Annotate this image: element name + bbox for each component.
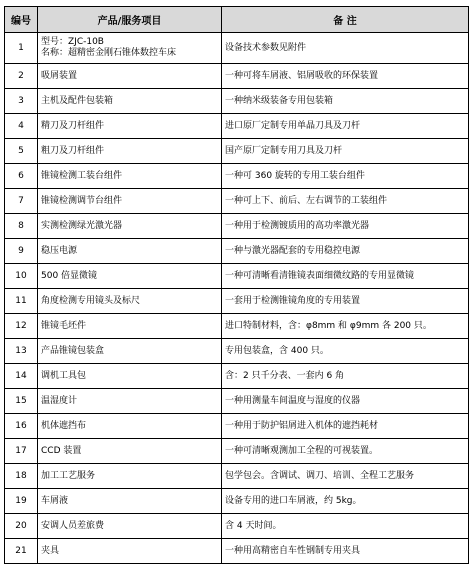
- row-number: 4: [5, 114, 38, 139]
- product-service-table: [4, 6, 469, 564]
- row-item: CCD 装置: [38, 439, 222, 464]
- table-row: [5, 314, 469, 339]
- row-note: 专用包装盒，含 400 只。: [222, 339, 469, 364]
- row-item-model: 型号：ZJC-10B: [41, 37, 104, 47]
- table-row: [5, 264, 469, 289]
- row-number: 5: [5, 139, 38, 164]
- table-row: [5, 89, 469, 114]
- row-note: 一种可 360 旋转的专用工装台组件: [222, 164, 469, 189]
- table-row: [5, 464, 469, 489]
- table-row: [5, 33, 469, 64]
- row-item: 产品锥镜包装盒: [38, 339, 222, 364]
- table-header-row: [5, 7, 469, 33]
- row-number: 13: [5, 339, 38, 364]
- row-item: 锥镜毛坯件: [38, 314, 222, 339]
- row-number: 20: [5, 514, 38, 539]
- row-item: [38, 33, 222, 64]
- row-note: 一种可清晰看清锥镜表面细微纹路的专用显微镜: [222, 264, 469, 289]
- table-row: [5, 214, 469, 239]
- row-number: 3: [5, 89, 38, 114]
- table-row: [5, 339, 469, 364]
- row-number: 11: [5, 289, 38, 314]
- row-number: 18: [5, 464, 38, 489]
- table-row: [5, 64, 469, 89]
- row-number: 21: [5, 539, 38, 564]
- row-note: 一种用于检测镀质用的高功率激光器: [222, 214, 469, 239]
- header-note: 备 注: [222, 7, 469, 33]
- row-number: 10: [5, 264, 38, 289]
- header-item: 产品/服务项目: [38, 7, 222, 33]
- table-row: [5, 189, 469, 214]
- row-number: 1: [5, 33, 38, 64]
- row-item: 粗刀及刀杆组件: [38, 139, 222, 164]
- row-number: 15: [5, 389, 38, 414]
- row-number: 8: [5, 214, 38, 239]
- row-item: 加工工艺服务: [38, 464, 222, 489]
- table-row: [5, 114, 469, 139]
- row-item: 实测检测绿光激光器: [38, 214, 222, 239]
- table-row: [5, 239, 469, 264]
- row-item: 主机及配件包装箱: [38, 89, 222, 114]
- table-row: [5, 289, 469, 314]
- table-row: [5, 539, 469, 564]
- row-number: 14: [5, 364, 38, 389]
- row-item: 温湿度计: [38, 389, 222, 414]
- row-item: 锥镜检测调节台组件: [38, 189, 222, 214]
- row-item: 稳压电源: [38, 239, 222, 264]
- row-item: 夹具: [38, 539, 222, 564]
- row-number: 19: [5, 489, 38, 514]
- table-row: [5, 414, 469, 439]
- table-row: [5, 514, 469, 539]
- row-number: 16: [5, 414, 38, 439]
- row-note: 一种可上下、前后、左右调节的工装组件: [222, 189, 469, 214]
- table-row: [5, 164, 469, 189]
- row-number: 6: [5, 164, 38, 189]
- row-number: 12: [5, 314, 38, 339]
- row-number: 9: [5, 239, 38, 264]
- row-note: 一种用高精密自车性钢制专用夹具: [222, 539, 469, 564]
- row-item: 机体遮挡布: [38, 414, 222, 439]
- table-row: [5, 439, 469, 464]
- row-note: 一种纳米级装备专用包装箱: [222, 89, 469, 114]
- row-note: 一种可清晰观测加工全程的可视装置。: [222, 439, 469, 464]
- row-item: 调机工具包: [38, 364, 222, 389]
- table-row: [5, 489, 469, 514]
- row-note: 设备专用的进口车屑液，约 5kg。: [222, 489, 469, 514]
- table-row: [5, 139, 469, 164]
- row-item: 吸屑装置: [38, 64, 222, 89]
- row-note: 国产原厂定制专用刀具及刀杆: [222, 139, 469, 164]
- row-note: 设备技术参数见附件: [222, 33, 469, 64]
- row-note: 一种可将车屑液、铝屑吸收的环保装置: [222, 64, 469, 89]
- row-item: 车屑液: [38, 489, 222, 514]
- row-note: 包学包会。含调试、调刀、培训、全程工艺服务: [222, 464, 469, 489]
- row-note: 含：2 只千分表、一套内 6 角: [222, 364, 469, 389]
- table-row: [5, 389, 469, 414]
- row-number: 17: [5, 439, 38, 464]
- row-note: 进口特制材料，含：φ8mm 和 φ9mm 各 200 只。: [222, 314, 469, 339]
- row-item: 锥镜检测工装台组件: [38, 164, 222, 189]
- row-note: 含 4 天时间。: [222, 514, 469, 539]
- row-item: 安调人员差旅费: [38, 514, 222, 539]
- row-item: 精刀及刀杆组件: [38, 114, 222, 139]
- row-note: 进口原厂定制专用单晶刀具及刀杆: [222, 114, 469, 139]
- table-body: [5, 33, 469, 564]
- row-item: 角度检测专用镜头及标尺: [38, 289, 222, 314]
- row-note: 一种用测量车间温度与湿度的仪器: [222, 389, 469, 414]
- row-item-name: 名称：超精密金刚石锥体数控车床: [41, 48, 177, 58]
- row-number: 2: [5, 64, 38, 89]
- row-note: 一种与激光器配套的专用稳控电源: [222, 239, 469, 264]
- table-row: [5, 364, 469, 389]
- row-note: 一种用于防护铝屑进入机体的遮挡耗材: [222, 414, 469, 439]
- row-item: 500 倍显微镜: [38, 264, 222, 289]
- header-no: 编号: [5, 7, 38, 33]
- row-note: 一套用于检测锥镜角度的专用装置: [222, 289, 469, 314]
- row-number: 7: [5, 189, 38, 214]
